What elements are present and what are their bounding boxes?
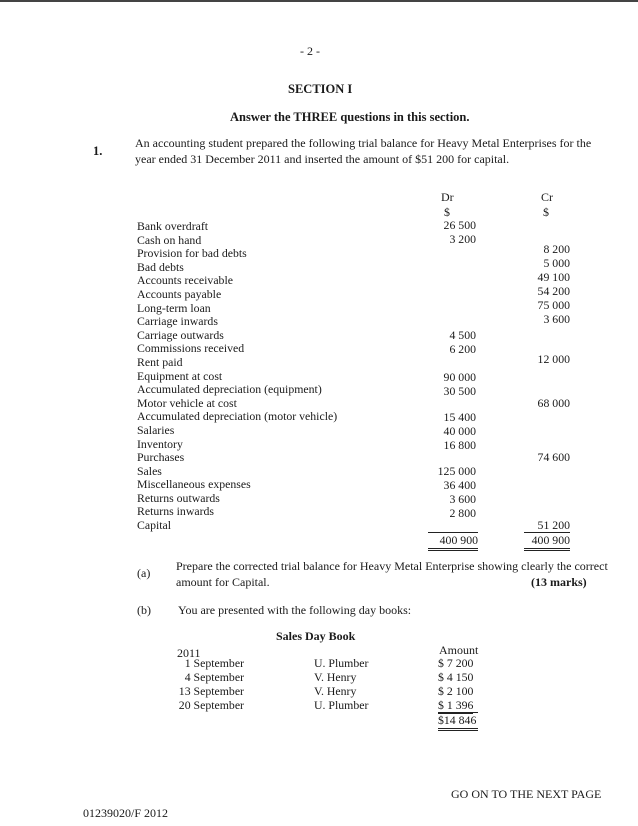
dr-value: 16 800 — [443, 438, 476, 452]
footer-next-page: GO ON TO THE NEXT PAGE — [451, 787, 602, 801]
cr-value: 68 000 — [537, 396, 570, 410]
part-a-marks: (13 marks) — [531, 575, 587, 589]
sales-row-date: 13 September — [178, 684, 244, 698]
sales-day-book-amount-header: Amount — [439, 643, 479, 657]
sales-day-book-year: 2011 — [177, 646, 201, 660]
question-text-line1: An accounting student prepared the following trial balance for Heavy Metal Enterprises for the — [135, 136, 592, 150]
dr-header: Dr — [441, 190, 454, 204]
dr-value: 90 000 — [443, 370, 476, 384]
sales-row-date: 20 September — [178, 698, 244, 712]
cr-value: 74 600 — [537, 450, 570, 464]
top-border — [0, 0, 638, 2]
cr-value: 5 000 — [543, 256, 570, 270]
account-list — [137, 220, 337, 533]
section-title: SECTION I — [288, 82, 353, 96]
dr-currency: $ — [444, 205, 450, 219]
cr-value: 3 600 — [543, 312, 570, 326]
dr-value: 3 600 — [449, 492, 476, 506]
account-name: Accounts receivable — [137, 273, 233, 288]
account-name: Capital — [137, 518, 172, 533]
sales-row-date: 1 September — [184, 656, 244, 670]
account-name: Miscellaneous expenses — [137, 477, 251, 492]
sales-row-customer: U. Plumber — [314, 698, 369, 712]
sales-row-customer: U. Plumber — [314, 656, 369, 670]
cr-value: 54 200 — [537, 284, 570, 298]
account-name: Provision for bad debts — [137, 246, 247, 261]
sales-row-amount: $ 7 200 — [438, 656, 474, 670]
dr-value: 26 500 — [443, 218, 476, 232]
account-name: Salaries — [137, 422, 175, 437]
account-name: Long-term loan — [137, 300, 211, 315]
cr-value: 51 200 — [537, 518, 570, 532]
account-name: Accumulated depreciation (motor vehicle) — [137, 409, 338, 424]
dr-value: 3 200 — [449, 232, 476, 246]
part-b-label: (b) — [137, 603, 151, 617]
sales-row-amount: $ 2 100 — [438, 684, 474, 698]
cr-value: 49 100 — [537, 270, 570, 284]
dr-value: 30 500 — [443, 384, 476, 398]
sales-row-amount: $ 4 150 — [438, 670, 474, 684]
footer-code: 01239020/F 2012 — [83, 806, 169, 820]
cr-value: 75 000 — [537, 298, 570, 312]
cr-header: Cr — [541, 190, 553, 204]
account-name: Purchases — [137, 450, 185, 465]
part-a-line1: Prepare the corrected trial balance for Heavy Metal Enterprise showing clearly the correct — [176, 559, 608, 573]
part-a-line2: amount for Capital. — [176, 575, 270, 589]
sales-row-customer: V. Henry — [314, 684, 357, 698]
page-number: - 2 - — [300, 44, 320, 58]
dr-value: 4 500 — [449, 328, 476, 342]
account-name: Accounts payable — [137, 286, 222, 301]
account-name: Inventory — [137, 436, 183, 451]
sales-day-book-title: Sales Day Book — [276, 629, 356, 643]
account-name: Commissions received — [137, 341, 245, 356]
account-name: Bad debts — [137, 259, 184, 274]
sales-row-date: 4 September — [184, 670, 244, 684]
cr-value: 8 200 — [543, 242, 570, 256]
question-number: 1. — [93, 144, 103, 158]
dr-value: 15 400 — [443, 410, 476, 424]
section-instruction: Answer the THREE questions in this section. — [230, 110, 470, 124]
account-name: Rent paid — [137, 354, 183, 369]
cr-total: 400 900 — [524, 532, 570, 551]
account-name: Accumulated depreciation (equipment) — [137, 382, 322, 397]
account-name: Carriage outwards — [137, 327, 224, 342]
account-name: Sales — [137, 463, 162, 478]
question-text-line2: year ended 31 December 2011 and inserted the amount of $51 200 for capital. — [135, 152, 510, 166]
dr-value: 40 000 — [443, 424, 476, 438]
dr-value: 6 200 — [449, 342, 476, 356]
dr-value: 2 800 — [449, 506, 476, 520]
sales-row-customer: V. Henry — [314, 670, 357, 684]
account-name: Motor vehicle at cost — [137, 395, 237, 410]
cr-currency: $ — [543, 205, 549, 219]
part-a-label: (a) — [137, 566, 151, 580]
cr-value: 12 000 — [537, 352, 570, 366]
account-name: Returns inwards — [137, 504, 214, 519]
dr-value: 125 000 — [437, 464, 476, 478]
account-name: Bank overdraft — [137, 219, 209, 233]
dr-total: 400 900 — [428, 532, 478, 551]
sales-row-amount: $ 1 396 — [438, 698, 474, 712]
dr-value: 36 400 — [443, 478, 476, 492]
part-b-text: You are presented with the following day books: — [178, 603, 412, 617]
account-name: Carriage inwards — [137, 314, 218, 329]
account-name: Returns outwards — [137, 490, 220, 505]
sales-day-book-total: $14 846 — [438, 712, 478, 731]
account-name: Equipment at cost — [137, 368, 223, 383]
account-name: Cash on hand — [137, 232, 202, 247]
